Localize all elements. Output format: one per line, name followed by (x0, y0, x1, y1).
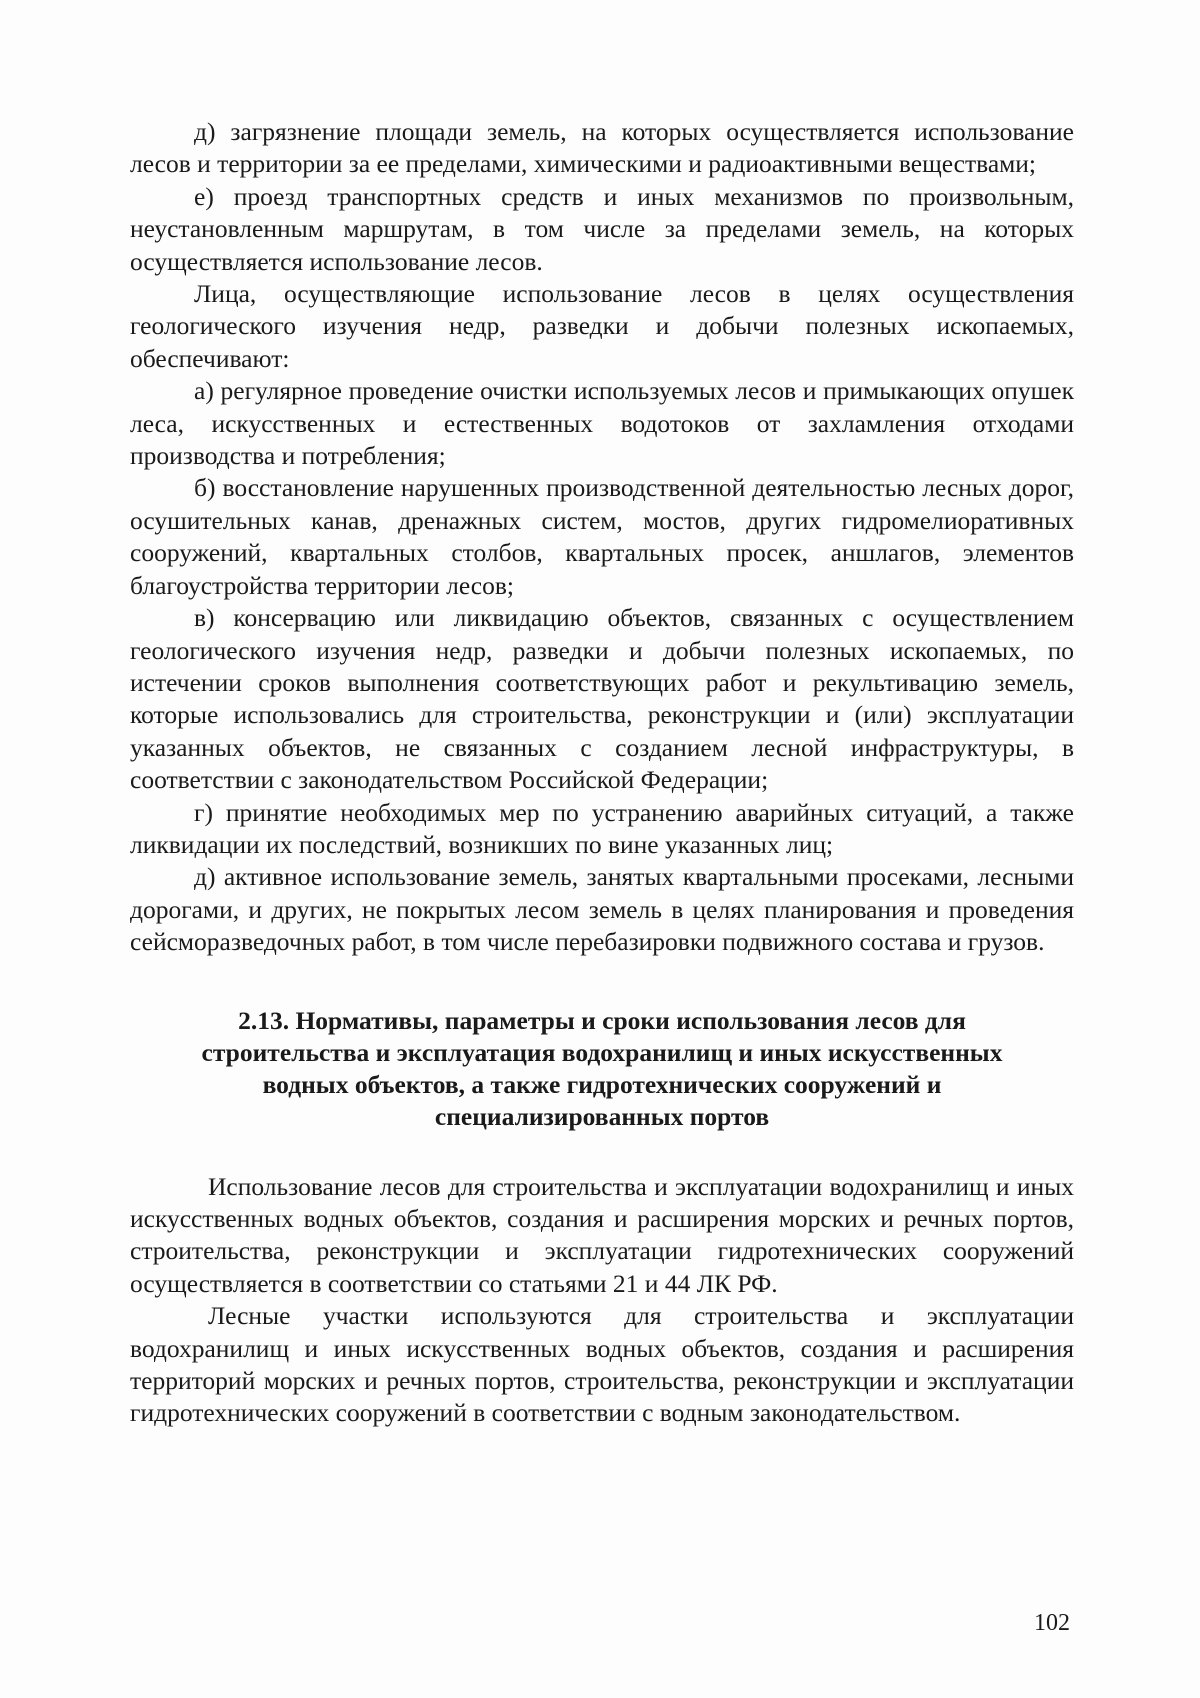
paragraph-d-active-land-use: д) активное использование земель, занятых квартальными просеками, лесными дорогами, и других, не покрытых лесом земель в целях планирования и проведения сейсморазведочных работ, в том числе перебазировки подвижного состава и грузов. (130, 862, 1074, 957)
paragraph-a-cleaning: а) регулярное проведение очистки используемых лесов и примыкающих опушек леса, искусственных и естественных водотоков от захламления отходами производства и потребления; (130, 376, 1074, 471)
paragraph-forest-plots-use: Лесные участки используются для строительства и эксплуатации водохранилищ и иных искусственных водных объектов, создания и расширения территорий морских и речных портов, строительства, реконструкции и эксплуатации гидротехнических сооружений в соответствии с водным законодательством. (130, 1301, 1074, 1428)
page-number: 102 (1034, 1610, 1070, 1636)
page-content (130, 116, 1074, 1430)
paragraph-d-pollution: д) загрязнение площади земель, на которых осуществляется использование лесов и территории за ее пределами, химическими и радиоактивными веществами; (130, 117, 1074, 179)
paragraph-g-emergency-measures: г) принятие необходимых мер по устранению аварийных ситуаций, а также ликвидации их последствий, возникших по вине указанных лиц; (130, 797, 1074, 859)
paragraph-e-vehicle-passage: е) проезд транспортных средств и иных механизмов по произвольным, неустановленным маршрутам, в том числе за пределами земель, на которых осуществляется использование лесов. (130, 181, 1074, 276)
paragraph-persons-obligations: Лица, осуществляющие использование лесов в целях осуществления геологического изучения недр, разведки и добычи полезных ископаемых, обеспечивают: (130, 279, 1074, 373)
paragraph-b-restoration: б) восстановление нарушенных производственной деятельностью лесных дорог, осушительных канав, дренажных систем, мостов, других гидромелиоративных сооружений, квартальных столбов, квартальных просек, аншлагов, элементов благоустройства территории лесов; (130, 473, 1074, 600)
section-heading: 2.13. Нормативы, параметры и сроки использования лесов для строительства и эксплуатация водохранилищ и иных искусственных водных объектов, а также гидротехнических сооружений и специализированных портов (201, 1005, 1003, 1131)
paragraph-v-conservation: в) консервацию или ликвидацию объектов, связанных с осуществлением геологического изучения недр, разведки и добычи полезных ископаемых, по истечении сроков выполнения соответствующих работ и рекультивацию земель, которые использовались для строительства, реконструкции и (или) эксплуатации указанных объектов, не связанных с созданием лесной инфраструктуры, в соответствии с законодательством Российской Федерации; (130, 603, 1074, 795)
paragraph-forest-use-basis: Использование лесов для строительства и эксплуатации водохранилищ и иных искусственных водных объектов, создания и расширения морских и речных портов, строительства, реконструкции и эксплуатации гидротехнических сооружений осуществляется в соответствии со статьями 21 и 44 ЛК РФ. (130, 1171, 1074, 1298)
